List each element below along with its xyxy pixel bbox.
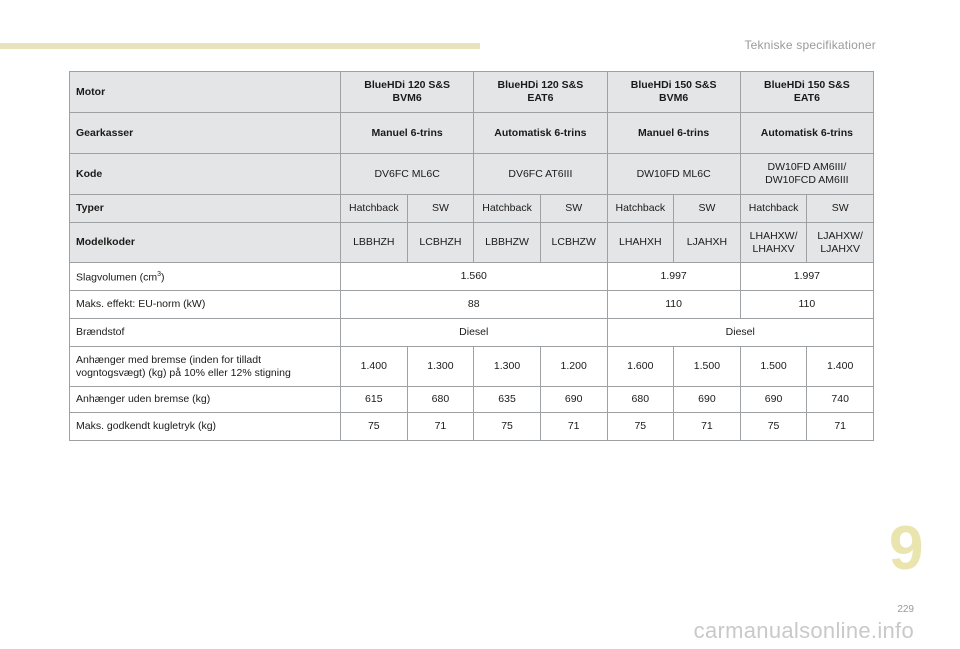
value-cell: 635: [474, 387, 541, 413]
value-cell: 680: [407, 387, 474, 413]
row-label: Maks. godkendt kugletryk (kg): [70, 413, 341, 441]
label-text: Slagvolumen (cm: [76, 271, 158, 284]
row-label: Typer: [70, 195, 341, 223]
value-cell: 71: [807, 413, 874, 441]
table-row-gearkasser: [70, 113, 874, 154]
section-title: Tekniske specifikationer: [744, 38, 876, 52]
watermark: carmanualsonline.info: [693, 618, 914, 643]
model-code-cell: LCBHZW: [540, 223, 607, 263]
row-label: [70, 263, 341, 291]
value-cell: 71: [674, 413, 741, 441]
value-cell: 110: [740, 291, 873, 319]
table-row-effekt: [70, 291, 874, 319]
table-row-typer: [70, 195, 874, 223]
value-cell: 1.200: [540, 347, 607, 387]
value-cell: 75: [740, 413, 807, 441]
row-label: Anhænger uden bremse (kg): [70, 387, 341, 413]
value-cell: 88: [341, 291, 608, 319]
value-cell: 680: [607, 387, 674, 413]
value-cell: 75: [341, 413, 408, 441]
page-number: 229: [897, 604, 914, 615]
type-cell: Hatchback: [607, 195, 674, 223]
model-code-cell: LJAHXW/ LJAHXV: [807, 223, 874, 263]
engine-cell: BlueHDi 150 S&S EAT6: [740, 72, 873, 113]
row-label: Brændstof: [70, 319, 341, 347]
type-cell: SW: [807, 195, 874, 223]
value-cell: 1.600: [607, 347, 674, 387]
table-row-motor: [70, 72, 874, 113]
value-cell: 1.560: [341, 263, 608, 291]
value-cell: 1.500: [674, 347, 741, 387]
label-text-end: ): [161, 271, 165, 284]
code-cell: DV6FC ML6C: [341, 154, 474, 195]
value-cell: 1.500: [740, 347, 807, 387]
engine-cell: BlueHDi 150 S&S BVM6: [607, 72, 740, 113]
spec-table: [69, 71, 874, 441]
row-label: Gearkasser: [70, 113, 341, 154]
value-cell: 1.400: [807, 347, 874, 387]
value-cell: 71: [540, 413, 607, 441]
gearbox-cell: Automatisk 6-trins: [474, 113, 607, 154]
engine-cell: BlueHDi 120 S&S BVM6: [341, 72, 474, 113]
row-label: Anhænger med bremse (inden for tilladt vogntogsvægt) (kg) på 10% eller 12% stigning: [70, 347, 341, 387]
value-cell: 71: [407, 413, 474, 441]
value-cell: 740: [807, 387, 874, 413]
type-cell: SW: [407, 195, 474, 223]
value-cell: 75: [607, 413, 674, 441]
table-row-anhaenger-med-bremse: [70, 347, 874, 387]
table-row-anhaenger-uden-bremse: [70, 387, 874, 413]
value-cell: 690: [740, 387, 807, 413]
value-cell: 1.300: [474, 347, 541, 387]
value-cell: 1.997: [740, 263, 873, 291]
chapter-number: 9: [889, 514, 924, 583]
value-cell: 1.300: [407, 347, 474, 387]
model-code-cell: LJAHXH: [674, 223, 741, 263]
table-row-braendstof: [70, 319, 874, 347]
engine-cell: BlueHDi 120 S&S EAT6: [474, 72, 607, 113]
model-code-cell: LBBHZH: [341, 223, 408, 263]
table-row-kugletryk: [70, 413, 874, 441]
value-cell: 615: [341, 387, 408, 413]
table-row-modelkoder: [70, 223, 874, 263]
table-row-slagvolumen: [70, 263, 874, 291]
type-cell: SW: [674, 195, 741, 223]
row-label: Modelkoder: [70, 223, 341, 263]
value-cell: 110: [607, 291, 740, 319]
model-code-cell: LBBHZW: [474, 223, 541, 263]
value-cell: 1.400: [341, 347, 408, 387]
type-cell: Hatchback: [474, 195, 541, 223]
value-cell: 75: [474, 413, 541, 441]
gearbox-cell: Manuel 6-trins: [607, 113, 740, 154]
value-cell: 1.997: [607, 263, 740, 291]
value-cell: 690: [674, 387, 741, 413]
value-cell: Diesel: [607, 319, 874, 347]
type-cell: SW: [540, 195, 607, 223]
label-superscript: 3: [157, 271, 162, 279]
type-cell: Hatchback: [341, 195, 408, 223]
table-row-kode: [70, 154, 874, 195]
code-cell: DW10FD AM6III/ DW10FCD AM6III: [740, 154, 873, 195]
row-label: Maks. effekt: EU-norm (kW): [70, 291, 341, 319]
value-cell: 690: [540, 387, 607, 413]
row-label: Kode: [70, 154, 341, 195]
value-cell: Diesel: [341, 319, 608, 347]
model-code-cell: LCBHZH: [407, 223, 474, 263]
row-label: Motor: [70, 72, 341, 113]
model-code-cell: LHAHXH: [607, 223, 674, 263]
code-cell: DV6FC AT6III: [474, 154, 607, 195]
gearbox-cell: Automatisk 6-trins: [740, 113, 873, 154]
model-code-cell: LHAHXW/ LHAHXV: [740, 223, 807, 263]
code-cell: DW10FD ML6C: [607, 154, 740, 195]
gearbox-cell: Manuel 6-trins: [341, 113, 474, 154]
type-cell: Hatchback: [740, 195, 807, 223]
header-accent-bar: [0, 43, 480, 49]
